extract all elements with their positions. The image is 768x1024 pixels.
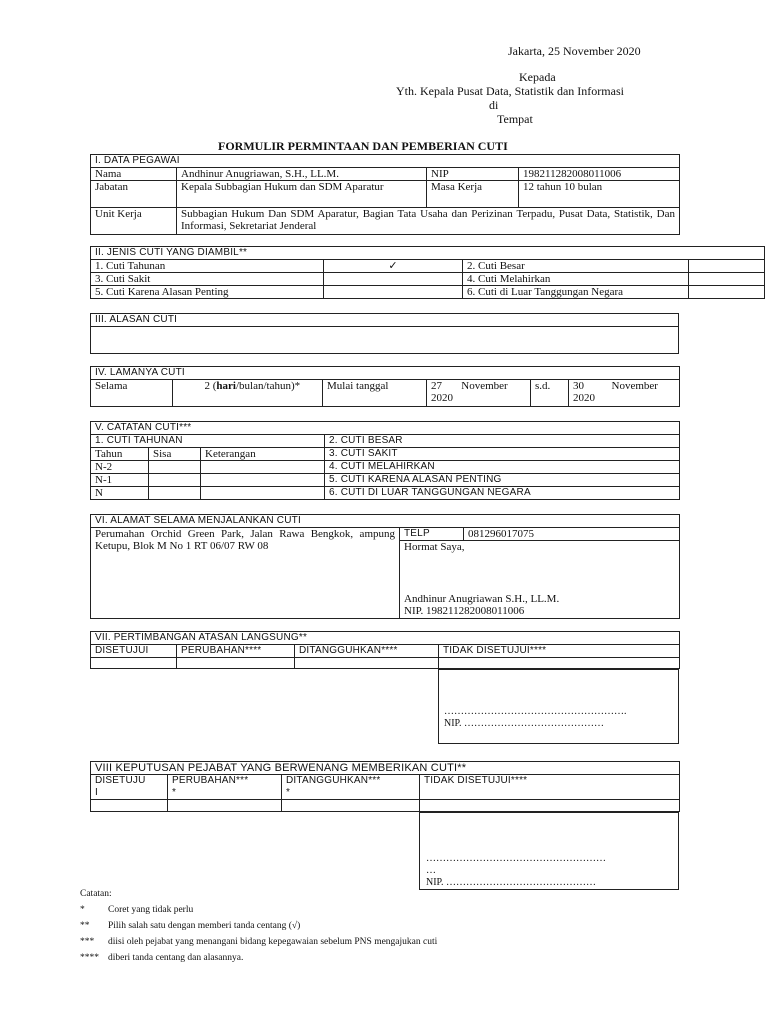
section5-heading: V. CATATAN CUTI*** bbox=[91, 422, 680, 435]
section2-heading: II. JENIS CUTI YANG DIAMBIL** bbox=[91, 247, 765, 260]
cuti-tahunan-heading: 1. CUTI TAHUNAN bbox=[91, 435, 325, 448]
recipient: Yth. Kepala Pusat Data, Statistik dan Informasi bbox=[396, 84, 624, 98]
col-ditangguhkan-l1: DITANGGUHKAN*** bbox=[286, 775, 381, 786]
kepada-label: Kepada bbox=[519, 70, 556, 84]
col-sisa: Sisa bbox=[149, 448, 201, 461]
note-text: diberi tanda centang dan alasannya. bbox=[108, 953, 244, 963]
selama-label: Selama bbox=[91, 380, 173, 407]
tahun-row-label: N-1 bbox=[91, 474, 149, 487]
col-ditangguhkan-l2: * bbox=[286, 787, 291, 798]
col-perubahan-l2: * bbox=[172, 787, 177, 798]
atasan-nip-line: NIP. …………………………………… bbox=[444, 718, 605, 729]
section-alamat bbox=[90, 514, 680, 619]
note-text: Coret yang tidak perlu bbox=[108, 905, 194, 915]
jabatan-label: Jabatan bbox=[91, 181, 177, 208]
perubahan-cell bbox=[177, 658, 295, 669]
signature-block bbox=[400, 541, 680, 619]
jabatan-value: Kepala Subbagian Hukum dan SDM Aparatur bbox=[177, 181, 427, 208]
col-disetujui: DISETUJUI bbox=[91, 645, 177, 658]
end-date bbox=[569, 380, 680, 407]
masa-kerja-label: Masa Kerja bbox=[427, 181, 519, 208]
keterangan-cell bbox=[201, 461, 325, 474]
ditangguhkan-cell bbox=[295, 658, 439, 669]
col-disetujui-l1: DISETUJU bbox=[95, 775, 146, 786]
section-lamanya-cuti bbox=[90, 366, 680, 407]
masa-kerja-value: 12 tahun 10 bulan bbox=[519, 181, 680, 208]
pejabat-signature-line: ……………………………………………… bbox=[426, 853, 606, 864]
unit-kerja-value: Subbagian Hukum Dan SDM Aparatur, Bagian Tata Usaha dan Perizinan Terpadu, Pusat Data, Statistik, Dan Informasi, Sekretariat Jenderal bbox=[177, 208, 680, 235]
alasan-cuti-value bbox=[91, 327, 679, 354]
note-item bbox=[80, 918, 640, 934]
jenis-cuti-item: 1. Cuti Tahunan bbox=[91, 260, 324, 273]
pejabat-signature-line-cont: … bbox=[426, 865, 436, 876]
jenis-cuti-item: 2. Cuti Besar bbox=[463, 260, 689, 273]
tahun-row-label: N bbox=[91, 487, 149, 500]
telp-label: TELP bbox=[400, 528, 464, 541]
jenis-cuti-mark bbox=[689, 286, 765, 299]
jenis-cuti-item: 4. Cuti Melahirkan bbox=[463, 273, 689, 286]
col-ditangguhkan bbox=[282, 775, 420, 800]
signer-name: Andhinur Anugriawan S.H., LL.M. bbox=[404, 593, 560, 605]
telp-value: 081296017075 bbox=[464, 528, 680, 541]
col-disetujui bbox=[91, 775, 168, 800]
col-tidak-disetujui: TIDAK DISETUJUI**** bbox=[439, 645, 680, 658]
keterangan-cell bbox=[201, 487, 325, 500]
nama-label: Nama bbox=[91, 168, 177, 181]
note-item bbox=[80, 902, 640, 918]
section-keputusan-pejabat bbox=[90, 761, 680, 812]
jenis-cuti-mark bbox=[324, 273, 463, 286]
note-text: Pilih salah satu dengan memberi tanda centang (√) bbox=[108, 921, 301, 931]
note-text: diisi oleh pejabat yang menangani bidang kepegawaian sebelum PNS mengajukan cuti bbox=[108, 937, 438, 947]
alamat-value: Perumahan Orchid Green Park, Jalan Rawa Bengkok, ampung Ketupu, Blok M No 1 RT 06/07 RW 08 bbox=[91, 528, 400, 619]
keterangan-cell bbox=[201, 474, 325, 487]
section-jenis-cuti bbox=[90, 246, 765, 299]
note-mark: ** bbox=[80, 921, 90, 931]
section4-heading: IV. LAMANYA CUTI bbox=[91, 367, 680, 380]
perubahan-cell bbox=[168, 800, 282, 812]
notes bbox=[80, 886, 640, 966]
place-date: Jakarta, 25 November 2020 bbox=[508, 44, 641, 58]
section-catatan-cuti bbox=[90, 421, 680, 500]
sisa-cell bbox=[149, 474, 201, 487]
atasan-signature-line: ………………………………………………. bbox=[444, 706, 627, 717]
nip-label: NIP bbox=[427, 168, 519, 181]
jenis-cuti-mark bbox=[689, 260, 765, 273]
col-tidak-disetujui: TIDAK DISETUJUI**** bbox=[420, 775, 680, 800]
mulai-tanggal-label: Mulai tanggal bbox=[323, 380, 427, 407]
jenis-cuti-item: 6. Cuti di Luar Tanggungan Negara bbox=[463, 286, 689, 299]
jenis-cuti-mark bbox=[689, 273, 765, 286]
sisa-cell bbox=[149, 487, 201, 500]
note-mark: **** bbox=[80, 953, 99, 963]
notes-title: Catatan: bbox=[80, 889, 112, 899]
check-mark-icon: ✓ bbox=[324, 260, 463, 273]
tidak-disetujui-cell bbox=[439, 658, 680, 669]
col-tahun: Tahun bbox=[91, 448, 149, 461]
section8-heading: VIII KEPUTUSAN PEJABAT YANG BERWENANG MEMBERIKAN CUTI** bbox=[91, 762, 680, 775]
form-title: FORMULIR PERMINTAAN DAN PEMBERIAN CUTI bbox=[218, 139, 508, 153]
pejabat-signature-box bbox=[419, 812, 679, 890]
jenis-cuti-mark bbox=[324, 286, 463, 299]
section3-heading: III. ALASAN CUTI bbox=[91, 314, 679, 327]
pejabat-nip-line: NIP. ……………………………………… bbox=[426, 877, 597, 888]
catatan-item: 4. CUTI MELAHIRKAN bbox=[325, 461, 680, 474]
catatan-item: 2. CUTI BESAR bbox=[325, 435, 680, 448]
signer-nip: NIP. 198211282008011006 bbox=[404, 605, 525, 617]
duration-number: 2 bbox=[204, 380, 210, 392]
tahun-row-label: N-2 bbox=[91, 461, 149, 474]
end-date-line1: 30 November bbox=[573, 380, 658, 392]
col-disetujui-l2: I bbox=[95, 787, 98, 798]
jenis-cuti-item: 3. Cuti Sakit bbox=[91, 273, 324, 286]
note-mark: * bbox=[80, 905, 85, 915]
note-item bbox=[80, 934, 640, 950]
tempat-label: Tempat bbox=[497, 112, 533, 126]
atasan-signature-box bbox=[438, 669, 679, 744]
section7-heading: VII. PERTIMBANGAN ATASAN LANGSUNG** bbox=[91, 632, 680, 645]
nama-value: Andhinur Anugriawan, S.H., LL.M. bbox=[177, 168, 427, 181]
duration-unit-bold: hari bbox=[216, 380, 236, 392]
duration-value: 2 (hari/bulan/tahun)* bbox=[173, 380, 323, 407]
note-mark: *** bbox=[80, 937, 95, 947]
hormat-saya: Hormat Saya, bbox=[404, 541, 465, 553]
section-pertimbangan-atasan bbox=[90, 631, 680, 669]
unit-kerja-label: Unit Kerja bbox=[91, 208, 177, 235]
disetujui-cell bbox=[91, 800, 168, 812]
end-date-line2: 2020 bbox=[573, 392, 595, 404]
col-keterangan: Keterangan bbox=[201, 448, 325, 461]
sd-label: s.d. bbox=[531, 380, 569, 407]
disetujui-cell bbox=[91, 658, 177, 669]
col-perubahan: PERUBAHAN**** bbox=[177, 645, 295, 658]
section1-heading: I. DATA PEGAWAI bbox=[91, 155, 680, 168]
col-perubahan-l1: PERUBAHAN*** bbox=[172, 775, 249, 786]
col-ditangguhkan: DITANGGUHKAN**** bbox=[295, 645, 439, 658]
jenis-cuti-item: 5. Cuti Karena Alasan Penting bbox=[91, 286, 324, 299]
section-data-pegawai bbox=[90, 154, 680, 235]
start-date-line2: 2020 bbox=[431, 392, 453, 404]
catatan-item: 3. CUTI SAKIT bbox=[325, 448, 680, 461]
sisa-cell bbox=[149, 461, 201, 474]
col-perubahan bbox=[168, 775, 282, 800]
tidak-disetujui-cell bbox=[420, 800, 680, 812]
di-label: di bbox=[489, 98, 499, 112]
start-date bbox=[427, 380, 531, 407]
catatan-item: 6. CUTI DI LUAR TANGGUNGAN NEGARA bbox=[325, 487, 680, 500]
duration-unit-rest: /bulan/tahun)* bbox=[235, 380, 301, 392]
section6-heading: VI. ALAMAT SELAMA MENJALANKAN CUTI bbox=[91, 515, 680, 528]
section-alasan-cuti bbox=[90, 313, 679, 354]
catatan-item: 5. CUTI KARENA ALASAN PENTING bbox=[325, 474, 680, 487]
note-item bbox=[80, 950, 640, 966]
nip-value: 198211282008011006 bbox=[519, 168, 680, 181]
ditangguhkan-cell bbox=[282, 800, 420, 812]
start-date-line1: 27 November bbox=[431, 380, 508, 392]
